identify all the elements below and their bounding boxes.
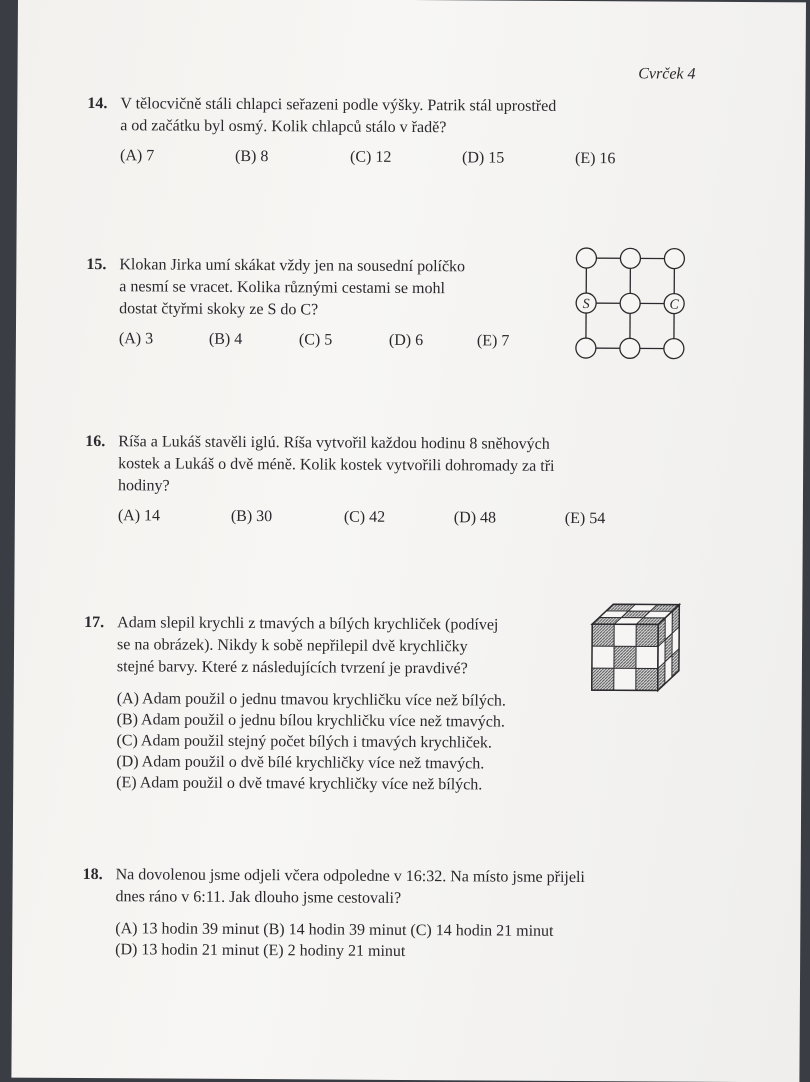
problem-text-line: Na dovolenou jsme odjeli včera odpoledne v 16:32. Na místo jsme přijeli: [115, 866, 585, 887]
problem-17: [83, 612, 644, 796]
jump-grid-figure: [574, 245, 691, 362]
answer-e: (E) 16: [574, 149, 616, 168]
problem-text-line: a od začátku byl osmý. Kolik chlapců stálo v řadě?: [120, 117, 447, 137]
problem-text-line: Adam slepil krychli z tmavých a bílých krychliček (podívej: [117, 614, 499, 634]
answer-e: (E) Adam použil o dvě tmavé krychličky více než bílých.: [116, 774, 483, 794]
problem-text-line: a nesmí se vracet. Kolika různými cestami se mohl: [119, 278, 445, 298]
problem-text-line: hodiny?: [117, 477, 170, 495]
problem-number: 16.: [85, 433, 106, 451]
problem-16: [85, 431, 696, 531]
answer-e: (E) 7: [476, 332, 510, 350]
grid-cell: [620, 338, 640, 358]
answer-a: (A) Adam použil o jednu tmavou krychličku více než bílých.: [116, 690, 507, 710]
problem-text-line: dnes ráno v 6:11. Jak dlouho jsme cestovali?: [115, 888, 402, 907]
problem-text-line: V tělocvičně stáli chlapci seřazeni podle výšky. Patrik stál uprostřed: [120, 95, 557, 115]
answer-a: (A) 7: [119, 147, 155, 165]
problem-15: [86, 254, 557, 353]
answer-line: (D) 13 hodin 21 minut (E) 2 hodiny 21 minut: [115, 941, 406, 960]
start-label: S: [582, 297, 590, 313]
checkered-cube-figure: [590, 601, 701, 698]
answer-options: [116, 688, 644, 796]
exam-sheet: [11, 0, 806, 1082]
grid-cell: [576, 248, 596, 268]
answer-d: (D) 48: [453, 509, 497, 527]
answer-b: (B) 4: [208, 330, 243, 348]
problem-number: 15.: [86, 256, 107, 274]
grid-cell: [620, 293, 640, 313]
problem-text-line: Ríša a Lukáš stavěli iglú. Ríša vytvořil každou hodinu 8 sněhových: [118, 433, 550, 453]
problem-text-line: dostat čtyřmi skoky ze S do C?: [119, 300, 319, 319]
answer-c: (C) Adam použil stejný počet bílých i tmavých krychliček.: [116, 732, 492, 752]
end-label: C: [669, 297, 679, 313]
answer-d: (D) Adam použil o dvě bílé krychličky více než tmavých.: [116, 753, 485, 773]
answer-e: (E) 54: [564, 509, 606, 528]
answer-d: (D) 15: [461, 149, 505, 167]
answer-d: (D) 6: [388, 331, 424, 350]
problem-text-line: kostek a Lukáš o dvě méně. Kolik kostek vytvořili dohromady za tři: [118, 455, 555, 475]
problem-number: 18.: [82, 866, 103, 884]
answer-c: (C) 12: [349, 148, 392, 166]
grid-cell: [620, 248, 640, 268]
contest-header: Cvrček 4: [638, 65, 696, 83]
problem-text-line: stejné barvy. Které z následujících tvrzení je pravdivé?: [116, 658, 468, 678]
problem-number: 17.: [84, 614, 105, 632]
answer-options: [120, 145, 727, 171]
answer-b: (B) 8: [234, 147, 269, 166]
grid-cell: [664, 249, 684, 269]
problem-number: 14.: [87, 95, 108, 113]
answer-options: [115, 918, 722, 964]
answer-line: (A) 13 hodin 39 minut (B) 14 hodin 39 minut (C) 14 hodin 21 minut: [115, 920, 554, 940]
problem-text-line: Klokan Jirka umí skákat vždy jen na sousední políčko: [119, 256, 466, 276]
problem-text-line: se na obrázek). Nikdy k sobě nepřilepil dvě krychličky: [117, 636, 468, 656]
problem-14: [87, 93, 727, 171]
grid-cell: [576, 338, 596, 358]
answer-c: (C) 42: [343, 508, 386, 526]
answer-options: [118, 505, 695, 531]
answer-b: (B) Adam použil o jednu bílou krychličku více než tmavých.: [116, 711, 505, 731]
answer-options: [119, 328, 556, 353]
answer-b: (B) 30: [230, 507, 273, 526]
answer-a: (A) 3: [118, 330, 154, 348]
problem-18: [82, 864, 723, 964]
grid-cell: [664, 339, 684, 359]
answer-a: (A) 14: [117, 507, 161, 525]
answer-c: (C) 5: [298, 331, 333, 349]
